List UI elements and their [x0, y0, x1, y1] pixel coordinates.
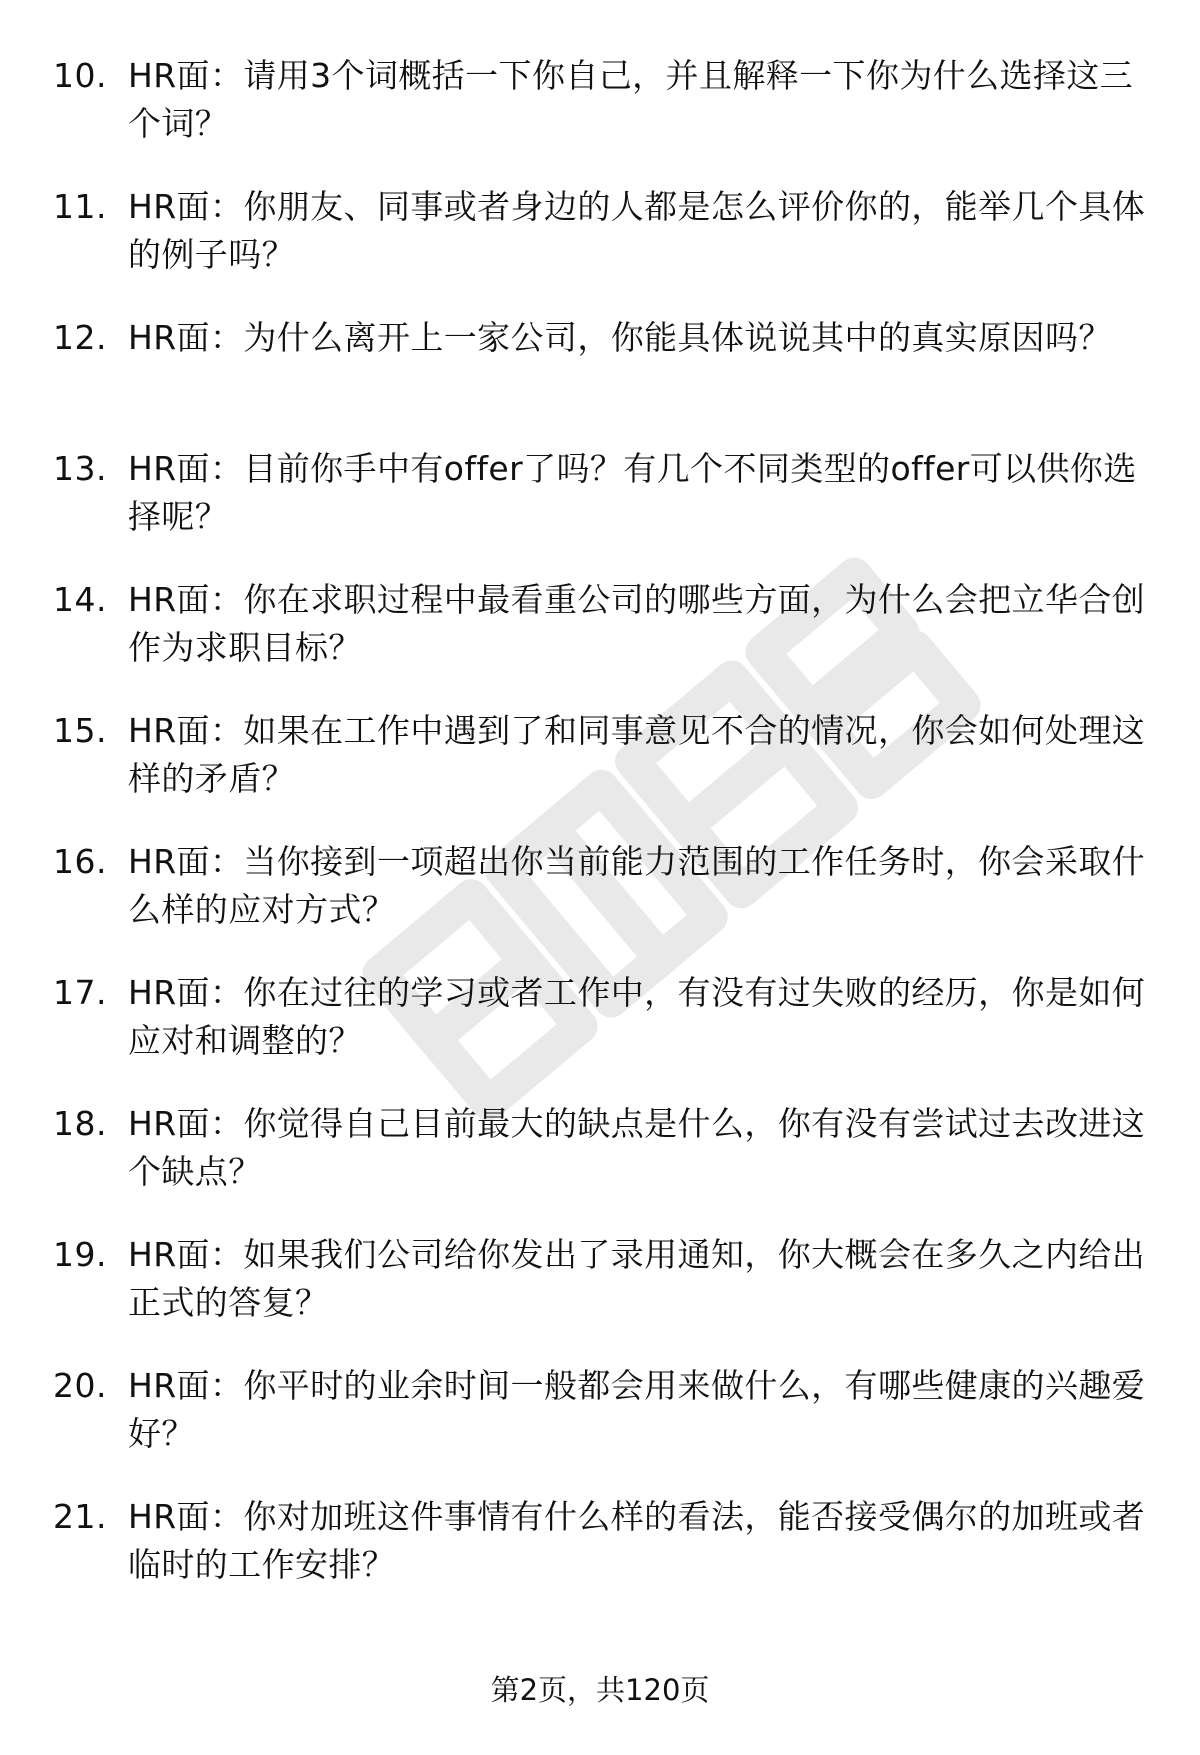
question-item — [0, 183, 1200, 314]
question-item — [0, 314, 1200, 445]
question-item — [0, 1231, 1200, 1362]
question-item — [0, 445, 1200, 576]
question-text: HR面：你对加班这件事情有什么样的看法，能否接受偶尔的加班或者临时的工作安排？ — [128, 1497, 1146, 1584]
page-number-footer: 第2页，共120页 — [490, 1673, 710, 1707]
question-number: 11. — [53, 187, 107, 226]
question-number: 13. — [53, 449, 107, 488]
question-number: 14. — [53, 580, 107, 619]
question-text: HR面：当你接到一项超出你当前能力范围的工作任务时，你会采取什么样的应对方式？ — [128, 842, 1146, 929]
question-item — [0, 52, 1200, 183]
question-text: HR面：你在求职过程中最看重公司的哪些方面，为什么会把立华合创作为求职目标？ — [128, 580, 1146, 667]
question-item — [0, 1362, 1200, 1493]
question-number: 10. — [53, 56, 107, 95]
question-text: HR面：为什么离开上一家公司，你能具体说说其中的真实原因吗？ — [128, 318, 1112, 357]
question-text: HR面：目前你手中有offer了吗？有几个不同类型的offer可以供你选择呢？ — [128, 449, 1137, 536]
question-text: HR面：如果在工作中遇到了和同事意见不合的情况，你会如何处理这样的矛盾？ — [128, 711, 1146, 798]
question-number: 21. — [53, 1497, 107, 1536]
question-list — [0, 52, 1200, 1624]
question-text: HR面：请用3个词概括一下你自己，并且解释一下你为什么选择这三个词？ — [128, 56, 1134, 143]
question-number: 18. — [53, 1104, 107, 1143]
question-item — [0, 1100, 1200, 1231]
question-text: HR面：你觉得自己目前最大的缺点是什么，你有没有尝试过去改进这个缺点？ — [128, 1104, 1146, 1191]
question-item — [0, 1493, 1200, 1624]
question-item — [0, 969, 1200, 1100]
question-number: 16. — [53, 842, 107, 881]
question-text: HR面：如果我们公司给你发出了录用通知，你大概会在多久之内给出正式的答复？ — [128, 1235, 1146, 1322]
question-number: 12. — [53, 318, 107, 357]
question-item — [0, 838, 1200, 969]
question-text: HR面：你在过往的学习或者工作中，有没有过失败的经历，你是如何应对和调整的？ — [128, 973, 1146, 1060]
question-number: 20. — [53, 1366, 107, 1405]
question-number: 17. — [53, 973, 107, 1012]
question-item — [0, 576, 1200, 707]
question-text: HR面：你朋友、同事或者身边的人都是怎么评价你的，能举几个具体的例子吗？ — [128, 187, 1146, 274]
question-item — [0, 707, 1200, 838]
question-text: HR面：你平时的业余时间一般都会用来做什么，有哪些健康的兴趣爱好？ — [128, 1366, 1146, 1453]
question-number: 19. — [53, 1235, 107, 1274]
question-number: 15. — [53, 711, 107, 750]
